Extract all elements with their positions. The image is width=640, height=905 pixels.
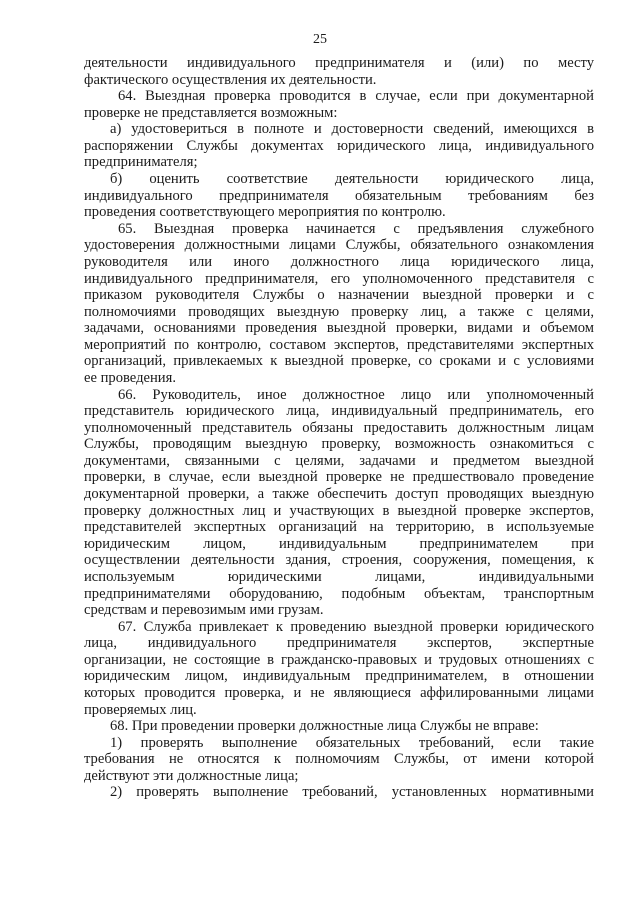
- text-line: проверку должностных лиц и участвующих в выездной проверке экспертов,: [84, 502, 594, 519]
- text-line: представителей экспертных организаций на территорию, в используемые: [84, 519, 594, 536]
- text-line: приказом руководителя Службы о назначении выездной проверки и с: [84, 287, 594, 304]
- text-line: юридическим лицом, индивидуальным предпринимателем при: [84, 535, 594, 552]
- text-line: деятельности индивидуального предпринимателя и (или) по месту: [84, 55, 594, 71]
- text-line: проверки, в случае, если выездной проверке не предшествовало проведение: [84, 469, 594, 486]
- text-line: удостоверения должностными лицами Службы, обязательного ознакомления: [84, 237, 594, 254]
- text-line: проведения соответствующего мероприятия по контролю.: [84, 204, 446, 221]
- text-line: документарной проверки, а также обеспечить доступ проводящих выездную: [84, 486, 594, 503]
- text-line: Службы, проводящим выездную проверку, возможность ознакомиться с: [84, 436, 594, 453]
- body-text: [84, 55, 594, 801]
- text-line: 65. Выездная проверка начинается с предъявления служебного: [118, 220, 594, 237]
- text-line: предпринимателя;: [84, 154, 198, 171]
- text-line: 67. Служба привлекает к проведению выездной проверки юридического: [118, 618, 594, 635]
- text-line: организации, не состоящие в гражданско-правовых и трудовых отношениях с: [84, 651, 594, 668]
- text-line: распоряжении Службы документах юридического лица, индивидуального: [84, 137, 594, 154]
- text-line: 68. При проведении проверки должностные лица Службы не вправе:: [110, 718, 539, 735]
- text-line: средствам и перевозимым ими грузам.: [84, 602, 324, 619]
- text-line: проверяемых лиц.: [84, 701, 197, 718]
- text-line: фактического осуществления их деятельности.: [84, 71, 377, 88]
- text-line: представитель юридического лица, индивидуальный предприниматель, его: [84, 403, 594, 420]
- text-line: предпринимателями оборудованию, подобным объектам, транспортным: [84, 585, 594, 602]
- text-line: 66. Руководитель, иное должностное лицо или уполномоченный: [118, 386, 594, 403]
- text-line: индивидуального предпринимателя, его уполномоченного представителя с: [84, 270, 594, 287]
- text-line: требования не относятся к полномочиям Службы, от имени которой: [84, 751, 594, 768]
- text-line: 64. Выездная проверка проводится в случае, если при документарной: [118, 88, 594, 105]
- text-line: осуществлении деятельности здания, строения, сооружения, помещения, к: [84, 552, 594, 569]
- text-line: организаций, привлекаемых к выездной проверке, со сроками и с условиями: [84, 353, 594, 370]
- text-line: действуют эти должностные лица;: [84, 767, 299, 784]
- text-line: мероприятий по контролю, составом экспертов, представителями экспертных: [84, 336, 594, 353]
- text-line: документами, связанными с целями, задачами и предметом выездной: [84, 452, 594, 469]
- text-line: б) оценить соответствие деятельности юридического лица,: [110, 171, 594, 188]
- text-line: лица, индивидуального предпринимателя экспертов, экспертные: [84, 635, 594, 652]
- text-line: а) удостовериться в полноте и достоверности сведений, имеющихся в: [110, 121, 594, 138]
- page-number: 25: [313, 32, 327, 47]
- text-line: 1) проверять выполнение обязательных требований, если такие: [110, 734, 594, 751]
- text-line: юридическим лицом, индивидуальным предпринимателем, в отношении: [84, 668, 594, 685]
- text-line: 2) проверять выполнение требований, установленных нормативными: [110, 784, 594, 801]
- text-line: проверке не представляется возможным:: [84, 104, 338, 121]
- text-line: индивидуального предпринимателя обязательным требованиям без: [84, 187, 594, 204]
- text-line: задачами, основаниями проведения выездной проверки, видами и объемом: [84, 320, 594, 337]
- text-line: ее проведения.: [84, 369, 176, 386]
- text-line: используемым юридическими лицами, индивидуальными: [84, 568, 594, 585]
- text-line: уполномоченный представитель обязаны предоставить должностным лицам: [84, 419, 594, 436]
- text-line: руководителя или иного должностного лица юридического лица,: [84, 253, 594, 270]
- text-line: полномочиями проводящих выездную проверку лиц, а также с целями,: [84, 303, 594, 320]
- text-line: которых проводится проверка, и не являющиеся аффилированными лицами: [84, 684, 594, 701]
